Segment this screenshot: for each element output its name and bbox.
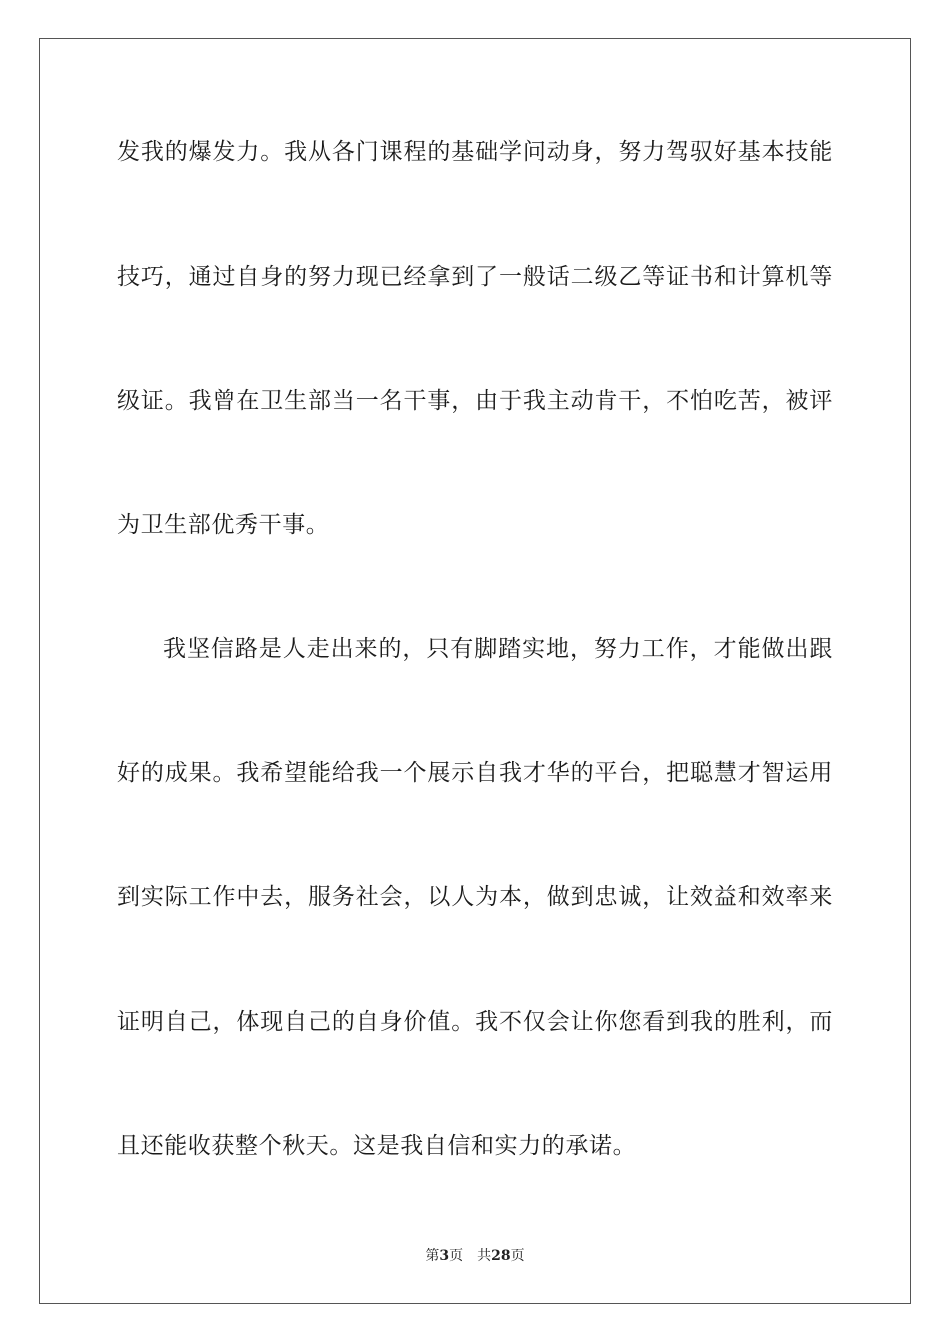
text-line-7: 到实际工作中去，服务社会，以人为本，做到忠诚，让效益和效率来 (117, 884, 833, 910)
text-line-9: 且还能收获整个秋天。这是我自信和实力的承诺。 (117, 1133, 637, 1159)
total-prefix: 共 (477, 1248, 492, 1264)
text-line-4: 为卫生部优秀干事。 (117, 512, 330, 538)
text-line-3: 级证。我曾在卫生部当一名干事，由于我主动肯干，不怕吃苦，被评 (117, 388, 833, 414)
page-prefix: 第 (425, 1248, 440, 1264)
text-line-8: 证明自己，体现自己的自身价值。我不仅会让你您看到我的胜利，而 (117, 1009, 833, 1035)
page-mid: 页 (449, 1248, 464, 1264)
total-suffix: 页 (510, 1248, 525, 1264)
page-footer (0, 1246, 950, 1266)
page-border (39, 38, 911, 1304)
text-line-2: 技巧，通过自身的努力现已经拿到了一般话二级乙等证书和计算机等 (117, 264, 833, 290)
text-line-6: 好的成果。我希望能给我一个展示自我才华的平台，把聪慧才智运用 (117, 760, 833, 786)
page-total-number: 28 (491, 1248, 511, 1264)
text-line-1: 发我的爆发力。我从各门课程的基础学问动身，努力驾驭好基本技能 (117, 139, 833, 165)
page-current-number: 3 (439, 1248, 450, 1264)
text-line-5: 我坚信路是人走出来的，只有脚踏实地，努力工作，才能做出跟 (163, 636, 833, 662)
